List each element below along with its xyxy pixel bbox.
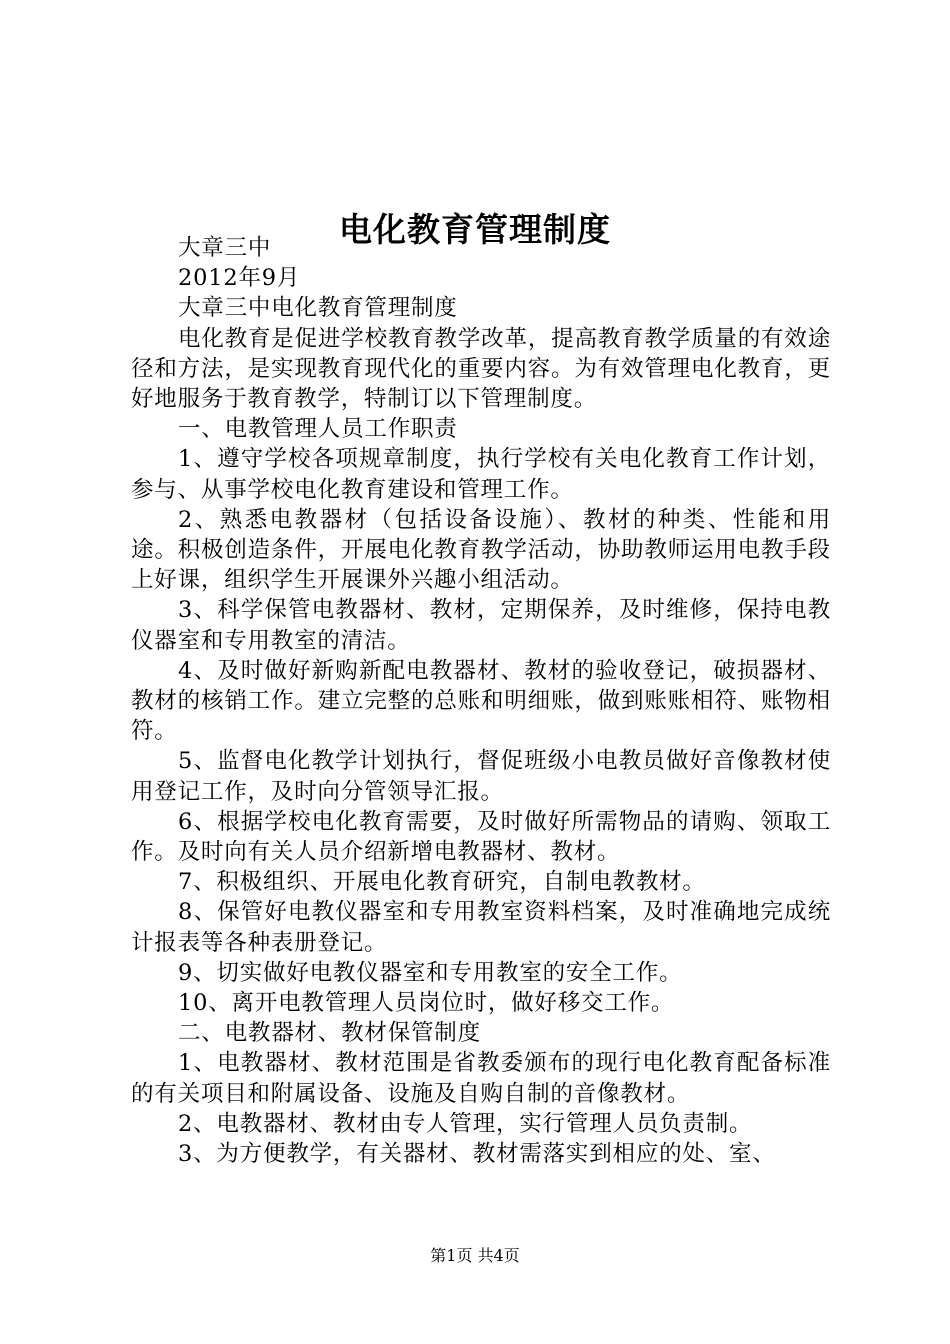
paragraph-item: 8、保管好电教仪器室和专用教室资料档案，及时准确地完成统计报表等各种表册登记。 — [131, 899, 831, 956]
document-body — [131, 233, 831, 1169]
paragraph-item: 2、电教器材、教材由专人管理，实行管理人员负责制。 — [178, 1110, 753, 1137]
paragraph-item: 5、监督电化教学计划执行，督促班级小电教员做好音像教材使用登记工作，及时向分管领导汇报。 — [131, 748, 831, 805]
section-heading-1: 一、电教管理人员工作职责 — [178, 416, 458, 443]
section-heading-2: 二、电教器材、教材保管制度 — [178, 1020, 481, 1047]
paragraph-item: 7、积极组织、开展电化教育研究，自制电教教材。 — [178, 869, 706, 896]
paragraph-item: 3、为方便教学，有关器材、教材需落实到相应的处、室、 — [178, 1141, 776, 1168]
paragraph-item: 6、根据学校电化教育需要，及时做好所需物品的请购、领取工作。及时向有关人员介绍新增电教器材、教材。 — [131, 808, 831, 866]
paragraph-subtitle: 大章三中电化教育管理制度 — [178, 295, 458, 322]
paragraph-item: 3、科学保管电教器材、教材，定期保养，及时维修，保持电教仪器室和专用教室的清洁。 — [131, 597, 831, 654]
paragraph-item: 4、及时做好新购新配电教器材、教材的验收登记，破损器材、教材的核销工作。建立完整的总账和明细账，做到账账相符、账物相符。 — [131, 657, 831, 745]
document-title: 电化教育管理制度 — [339, 210, 611, 250]
paragraph-item: 10、离开电教管理人员岗位时，做好移交工作。 — [178, 990, 675, 1017]
page-number: 第1页 共4页 — [430, 1246, 520, 1265]
paragraph-item: 2、熟悉电教器材（包括设备设施）、教材的种类、性能和用途。积极创造条件，开展电化教育教学活动，协助教师运用电教手段上好课，组织学生开展课外兴趣小组活动。 — [131, 506, 831, 594]
paragraph-item: 1、电教器材、教材范围是省教委颁布的现行电化教育配备标准的有关项目和附属设备、设施及自购自制的音像教材。 — [131, 1050, 831, 1107]
paragraph-school: 大章三中 — [178, 235, 272, 261]
paragraph-date: 2012年9月 — [178, 265, 301, 292]
paragraph-item: 1、遵守学校各项规章制度，执行学校有关电化教育工作计划，参与、从事学校电化教育建设和管理工作。 — [131, 446, 831, 503]
paragraph-intro: 电化教育是促进学校教育教学改革，提高教育教学质量的有效途径和方法，是实现教育现代化的重要内容。为有效管理电化教育，更好地服务于教育教学，特制订以下管理制度。 — [131, 325, 831, 413]
paragraph-item: 9、切实做好电教仪器室和专用教室的安全工作。 — [178, 959, 683, 986]
